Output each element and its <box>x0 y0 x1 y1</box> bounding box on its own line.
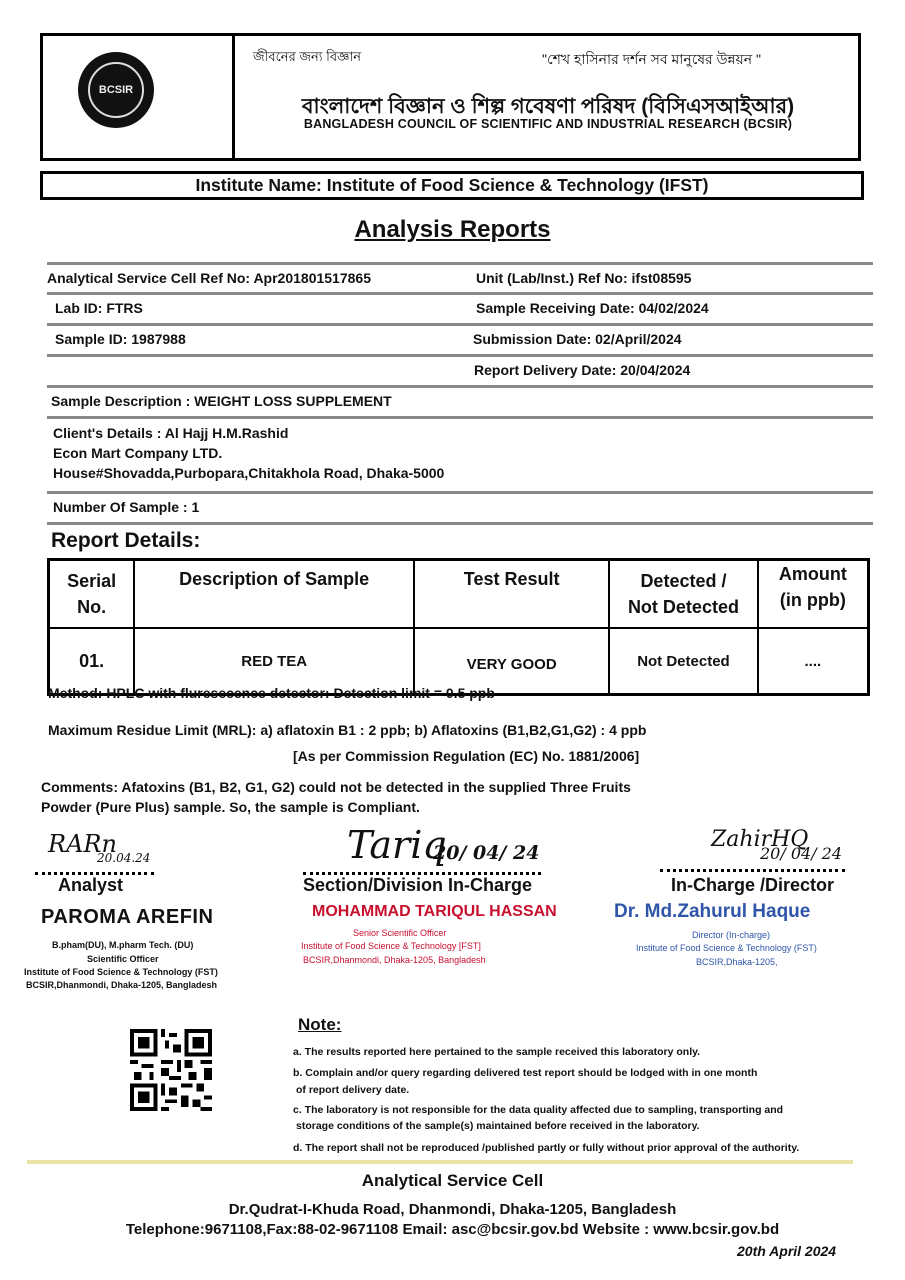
section-signature-date: 20/ 04/ 24 <box>433 842 540 864</box>
director-sign-line <box>660 869 845 872</box>
header-serial-1: Serial <box>67 571 117 591</box>
note-d: d. The report shall not be reproduced /published partly or fully without prior approval of the authority. <box>293 1142 800 1154</box>
section-signature: Tariq <box>347 823 447 867</box>
qr-code-icon <box>130 1028 212 1112</box>
results-table <box>47 558 870 696</box>
analyst-degree: B.pham(DU), M.pharm Tech. (DU) <box>52 940 194 950</box>
header-result: Test Result <box>463 569 560 589</box>
regulation-text: [As per Commission Regulation (EC) No. 1881/2006] <box>293 748 640 764</box>
en-org-name: BANGLADESH COUNCIL OF SCIENTIFIC AND INDUSTRIAL RESEARCH (BCSIR) <box>303 117 793 131</box>
analyst-title: Scientific Officer <box>87 954 159 964</box>
bcsir-logo-icon <box>78 52 154 128</box>
analyst-address: BCSIR,Dhanmondi, Dhaka-1205, Bangladesh <box>26 980 218 990</box>
header-amount-2: (in ppb) <box>779 590 846 610</box>
footer-date: 20th April 2024 <box>737 1243 837 1259</box>
client-details: Client's Details : Al Hajj H.M.Rashid <box>53 425 289 441</box>
analyst-signature-date: 20.04.24 <box>97 851 151 865</box>
director-name: Dr. Md.Zahurul Haque <box>614 901 811 922</box>
note-a: a. The results reported here pertained to the sample received this laboratory only. <box>293 1046 701 1058</box>
cell-serial: 01. <box>49 628 135 695</box>
footer-address: Dr.Qudrat-I-Khuda Road, Dhanmondi, Dhaka-1205, Bangladesh <box>228 1201 677 1218</box>
director-institute: Institute of Food Science & Technology (FST) <box>636 943 817 953</box>
note-c-1: c. The laboratory is not responsible for the data quality affected due to sampling, transporting and <box>293 1104 784 1116</box>
section-title: Senior Scientific Officer <box>353 928 447 938</box>
cell-result: VERY GOOD <box>414 628 609 695</box>
receiving-date: Sample Receiving Date: 04/02/2024 <box>476 300 709 316</box>
report-details-heading: Report Details: <box>51 529 201 552</box>
header-amount-1: Amount <box>778 564 847 584</box>
note-c-2: storage conditions of the sample(s) maintained before received in the laboratory. <box>296 1120 700 1132</box>
divider <box>47 354 873 357</box>
director-role: In-Charge /Director <box>671 875 835 895</box>
divider <box>47 262 873 265</box>
divider <box>47 491 873 494</box>
unit-ref-no: Unit (Lab/Inst.) Ref No: ifst08595 <box>476 270 692 286</box>
cell-description: RED TEA <box>134 628 414 695</box>
col-detected <box>609 560 758 629</box>
note-b-1: b. Complain and/or query regarding delivered test report should be lodged with in one month <box>293 1067 758 1079</box>
cell-detected: Not Detected <box>609 628 758 695</box>
ref-no: Analytical Service Cell Ref No: Apr201801517865 <box>47 270 371 286</box>
sample-id: Sample ID: 1987988 <box>55 331 186 347</box>
divider <box>47 385 873 388</box>
method-text: Method: HPLC with fluresecence detector: Detection limit = 0.5 ppb <box>48 685 495 701</box>
header-detected-1: Detected / <box>640 571 727 591</box>
divider <box>47 522 873 525</box>
bn-org-name: বাংলাদেশ বিজ্ঞান ও শিল্প গবেষণা পরিষদ (বিসিএসআইআর) <box>301 95 795 118</box>
director-address: BCSIR,Dhaka-1205, <box>696 957 778 967</box>
header-serial-2: No. <box>77 597 107 617</box>
table-header-row <box>49 560 869 629</box>
director-signature-date: 20/ 04/ 24 <box>760 844 843 863</box>
footer-divider <box>27 1160 853 1164</box>
lab-id: Lab ID: FTRS <box>55 300 143 316</box>
header-detected-2: Not Detected <box>627 597 739 617</box>
comments-line-2: Powder (Pure Plus) sample. So, the sample is Compliant. <box>41 799 420 815</box>
section-role: Section/Division In-Charge <box>303 875 533 895</box>
cell-amount: .... <box>758 628 869 695</box>
analyst-role: Analyst <box>58 875 124 895</box>
director-signature: ZahirHQ <box>711 827 809 852</box>
client-company: Econ Mart Company LTD. <box>53 445 223 461</box>
analyst-signature: RARn <box>48 830 117 858</box>
director-title: Director (In-charge) <box>692 930 771 940</box>
analyst-name: PAROMA AREFIN <box>41 906 214 928</box>
col-serial <box>49 560 135 629</box>
divider <box>47 323 873 326</box>
sample-description: Sample Description : WEIGHT LOSS SUPPLEMENT <box>51 393 392 409</box>
footer-title: Analytical Service Cell <box>361 1171 544 1190</box>
bn-tagline-right: "শেখ হাসিনার দর্শন সব মানুষের উন্নয়ন " <box>542 51 761 67</box>
note-title: Note: <box>298 1015 342 1034</box>
col-description <box>134 560 414 629</box>
section-name: MOHAMMAD TARIQUL HASSAN <box>312 903 557 920</box>
institute-name: Institute Name: Institute of Food Science & Technology (IFST) <box>40 171 864 200</box>
bn-tagline-left: জীবনের জন্য বিজ্ঞান <box>253 49 362 64</box>
comments-line-1: Comments: Afatoxins (B1, B2, G1, G2) could not be detected in the supplied Three Fruits <box>41 779 631 795</box>
header-desc: Description of Sample <box>179 569 370 589</box>
submission-date: Submission Date: 02/April/2024 <box>473 331 682 347</box>
logo-inner: BCSIR <box>88 62 144 118</box>
divider <box>47 292 873 295</box>
section-institute: Institute of Food Science & Technology [FST] <box>301 941 481 951</box>
mrl-text: Maximum Residue Limit (MRL): a) aflatoxin B1 : 2 ppb; b) Aflatoxins (B1,B2,G1,G2) : 4 ppb <box>48 722 647 738</box>
divider <box>47 416 873 419</box>
col-result <box>414 560 609 629</box>
client-address: House#Shovadda,Purbopara,Chitakhola Road, Dhaka-5000 <box>53 465 445 481</box>
footer-contact: Telephone:9671108,Fax:88-02-9671108 Email: asc@bcsir.gov.bd Website : www.bcsir.gov.bd <box>125 1221 780 1238</box>
col-amount <box>758 560 869 629</box>
page-title: Analysis Reports <box>354 216 551 243</box>
section-address: BCSIR,Dhanmondi, Dhaka-1205, Bangladesh <box>303 955 486 965</box>
analyst-institute: Institute of Food Science & Technology (FST) <box>24 967 218 977</box>
note-b-2: of report delivery date. <box>296 1084 410 1096</box>
num-samples: Number Of Sample : 1 <box>53 499 200 515</box>
delivery-date: Report Delivery Date: 20/04/2024 <box>474 362 691 378</box>
